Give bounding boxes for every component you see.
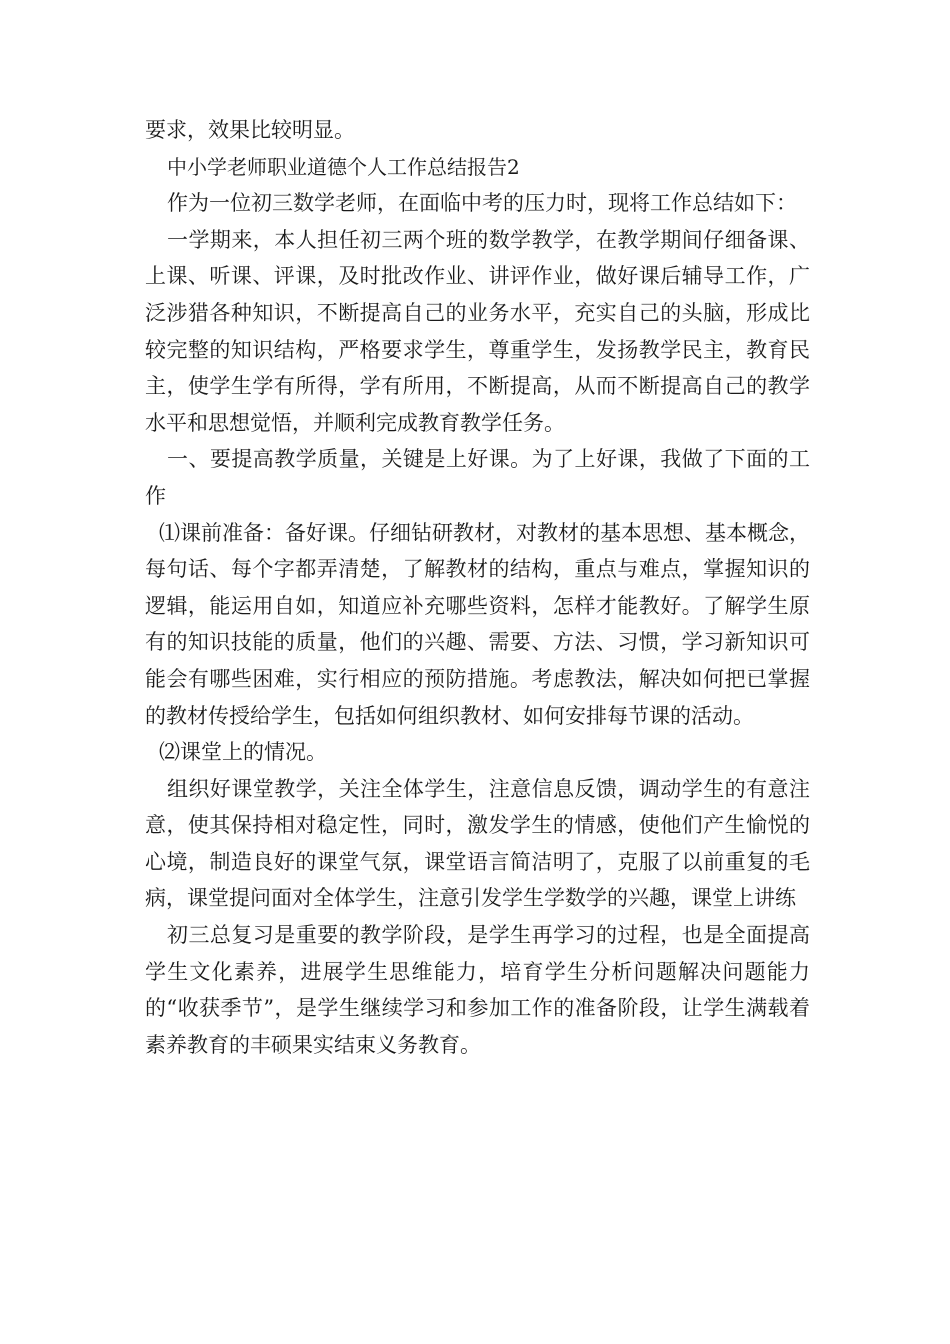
paragraph-point-one: 一、要提高教学质量，关键是上好课。为了上好课，我做了下面的工作 [145,447,810,508]
paragraph-review: 初三总复习是重要的教学阶段，是学生再学习的过程，也是全面提高学生文化素养，进展学生思维能力，培育学生分析问题解决问题能力的“收获季节”，是学生继续学习和参加工作的准备阶段，让学生满载着素养教育的丰硕果实结束义务教育。 [145,923,810,1057]
paragraph-lesson-prep: ⑴课前准备：备好课。仔细钻研教材，对教材的基本思想、基本概念，每句话、每个字都弄清楚，了解教材的结构，重点与难点，掌握知识的逻辑，能运用自如，知道应补充哪些资料，怎样才能教好。了解学生原有的知识技能的质量，他们的兴趣、需要、方法、习惯，学习新知识可能会有哪些困难，实行相应的预防措施。考虑教法，解决如何把已掌握的教材传授给学生，包括如何组织教材、如何安排每节课的活动。 [145,520,810,728]
paragraph-overview: 一学期来，本人担任初三两个班的数学教学，在教学期间仔细备课、上课、听课、评课，及时批改作业、讲评作业，做好课后辅导工作，广泛涉猎各种知识，不断提高自己的业务水平，充实自己的头脑，形成比较完整的知识结构，严格要求学生，尊重学生，发扬教学民主，教育民主，使学生学有所得，学有所用，不断提高，从而不断提高自己的教学水平和思想觉悟，并顺利完成教育教学任务。 [145,227,810,435]
paragraph-continuation: 要求，效果比较明显。 [145,118,355,142]
section-title: 中小学老师职业道德个人工作总结报告2 [167,154,520,179]
paragraph-intro: 作为一位初三数学老师，在面临中考的压力时，现将工作总结如下： [167,191,797,216]
paragraph-classroom: 组织好课堂教学，关注全体学生，注意信息反馈，调动学生的有意注意，使其保持相对稳定性，同时，激发学生的情感，使他们产生愉悦的心境，制造良好的课堂气氛，课堂语言简洁明了，克服了以前重复的毛病，课堂提问面对全体学生，注意引发学生学数学的兴趣，课堂上讲练 [145,776,810,911]
paragraph-classroom-heading: ⑵课堂上的情况。 [159,740,327,765]
document-body [145,112,810,1063]
